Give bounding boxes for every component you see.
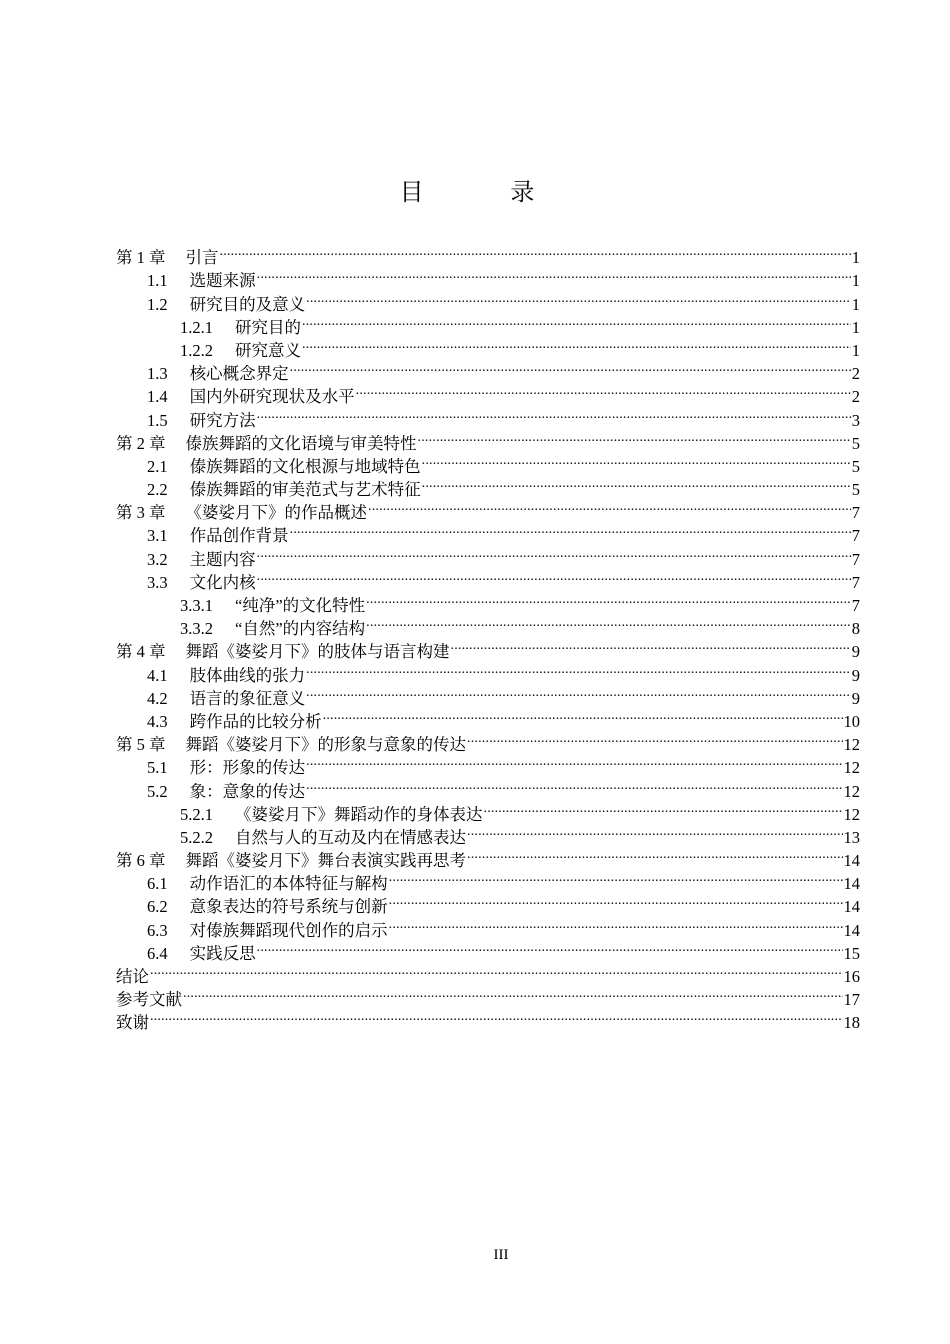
toc-entry-number: 4.1 [147, 665, 168, 685]
toc-entry-number: 第 3 章 [116, 503, 166, 523]
toc-entry-title: 研究目的及意义 [189, 294, 306, 314]
toc-entry[interactable] [116, 982, 860, 1010]
toc-dot-leader [257, 565, 851, 588]
toc-entry-page: 5 [851, 480, 860, 500]
toc-entry-title: 《婆娑月下》的作品概述 [185, 504, 367, 523]
toc-entry-number: 3.3.2 [180, 619, 213, 639]
toc-entry-title: 主题内容 [189, 549, 256, 569]
toc-entry-title: 对傣族舞蹈现代创作的启示 [189, 920, 388, 940]
toc-entry-page: 1 [851, 294, 860, 314]
toc-dot-leader [389, 866, 843, 889]
toc-dot-leader [356, 379, 851, 402]
toc-entry-number: 第 4 章 [116, 642, 166, 662]
toc-entry[interactable] [116, 820, 860, 847]
toc-entry[interactable] [116, 611, 860, 639]
toc-entry-page: 3 [851, 410, 860, 430]
toc-entry-number: 4.3 [147, 711, 168, 731]
toc-entry-title: 肢体曲线的张力 [189, 665, 306, 685]
toc-entry-title: 舞蹈《婆娑月下》的形象与意象的传达 [185, 736, 466, 755]
toc-entry-number: 3.2 [147, 549, 168, 569]
toc-entry-number: 3.3.1 [180, 596, 213, 615]
toc-entry-number: 1.5 [147, 410, 168, 430]
toc-entry-page: 16 [843, 967, 860, 986]
toc-entry-page: 2 [851, 364, 860, 384]
toc-entry-title: 引言 [185, 249, 219, 268]
toc-entry-page: 1 [851, 248, 860, 268]
toc-entry[interactable] [116, 1005, 860, 1033]
toc-entry-number: 1.4 [147, 387, 168, 407]
toc-entry-page: 14 [843, 897, 860, 917]
toc-entry-page: 14 [843, 874, 860, 894]
toc-entry-page: 15 [843, 943, 860, 963]
toc-entry-number: 6.2 [147, 897, 168, 917]
toc-dot-leader [257, 541, 851, 564]
toc-entry-page: 1 [851, 317, 860, 337]
toc-entry-title: 研究方法 [189, 410, 256, 430]
toc-dot-leader [302, 333, 851, 356]
toc-entry-number: 3.1 [147, 526, 168, 546]
toc-entry-number: 1.1 [147, 271, 168, 291]
toc-entry[interactable] [116, 634, 860, 662]
toc-entry[interactable] [116, 263, 860, 291]
page-number: III [493, 1247, 509, 1263]
toc-entry-title: 文化内核 [189, 572, 256, 592]
toc-entry-title: 致谢 [116, 1014, 149, 1033]
toc-entry-page: 2 [851, 387, 860, 407]
toc-entry-number: 3.3 [147, 572, 168, 592]
toc-entry-title: “自然”的内容结构 [235, 619, 366, 639]
toc-dot-leader [150, 959, 843, 982]
toc-entry-title: 结论 [116, 968, 149, 986]
toc-entry-number: 第 2 章 [116, 433, 166, 453]
toc-entry-page: 12 [843, 735, 860, 755]
toc-entry-title: “纯净”的文化特性 [235, 596, 366, 615]
toc-entry-number: 第 6 章 [116, 851, 166, 871]
toc-dot-leader [451, 634, 851, 657]
toc-entry-title: 参考文献 [116, 991, 182, 1010]
toc-entry-number: 5.2.1 [180, 804, 213, 824]
toc-entry-number: 1.3 [147, 364, 168, 384]
toc-entry-number: 2.1 [147, 456, 168, 476]
toc-entry-number: 4.2 [147, 688, 168, 708]
toc-entry-title: 傣族舞蹈的审美范式与艺术特征 [189, 480, 421, 500]
toc-entry-title: 舞蹈《婆娑月下》舞台表演实践再思考 [185, 852, 466, 871]
toc-entry-title: 实践反思 [189, 943, 256, 963]
toc-dot-leader [257, 263, 851, 286]
toc-entry-number: 6.3 [147, 920, 168, 940]
toc-entry-title: 傣族舞蹈的文化根源与地域特色 [189, 456, 421, 476]
toc-dot-leader [306, 657, 851, 680]
toc-entry-title: 象：意象的传达 [189, 781, 306, 801]
toc-entry-page: 8 [851, 619, 860, 639]
toc-dot-leader [418, 426, 851, 449]
toc-entry-page: 9 [851, 688, 860, 708]
toc-entry-page: 12 [843, 781, 860, 801]
toc-entry-page: 12 [843, 758, 860, 778]
toc-dot-leader [467, 843, 843, 866]
toc-entry-page: 5 [851, 456, 860, 476]
toc-entry-number: 1.2.2 [180, 340, 213, 360]
toc-dot-leader [484, 797, 843, 820]
toc-entry-page: 14 [843, 851, 860, 871]
toc-dot-leader [366, 588, 851, 611]
toc-entry-page: 7 [851, 596, 860, 615]
toc-entry[interactable] [116, 333, 860, 360]
toc-entry-page: 1 [851, 340, 860, 360]
toc-dot-leader [389, 912, 843, 935]
toc-entry-page: 14 [843, 920, 860, 940]
toc-entry-title: 形：形象的传达 [189, 758, 306, 778]
toc-dot-leader [220, 240, 851, 263]
toc-entry[interactable] [116, 356, 860, 384]
toc-dot-leader [368, 495, 851, 518]
toc-entry-title: 国内外研究现状及水平 [189, 387, 355, 407]
toc-dot-leader [290, 518, 851, 541]
toc-dot-leader [306, 750, 842, 773]
toc-entry-number: 1.2.1 [180, 317, 213, 337]
toc-dot-leader [422, 449, 851, 472]
toc-dot-leader [257, 936, 843, 959]
toc-entry-title: 傣族舞蹈的文化语境与审美特性 [185, 434, 417, 453]
toc-dot-leader [323, 704, 843, 727]
toc-entry-number: 2.2 [147, 480, 168, 500]
toc-entry[interactable] [116, 843, 860, 871]
toc-entry-title: 研究目的 [235, 317, 301, 337]
toc-dot-leader [467, 727, 843, 750]
toc-entry-page: 7 [851, 503, 860, 523]
toc-dot-leader [389, 889, 843, 912]
toc-entry-page: 7 [851, 549, 860, 569]
toc-entry-title: 语言的象征意义 [189, 688, 306, 708]
toc-dot-leader [183, 982, 843, 1005]
page-title: 目 录 [399, 179, 575, 206]
toc-entry-title: 选题来源 [189, 271, 256, 291]
toc-entry-title: 舞蹈《婆娑月下》的肢体与语言构建 [185, 643, 450, 662]
toc-dot-leader [306, 286, 851, 309]
toc-entry-page: 5 [851, 433, 860, 453]
toc-entry-title: 《婆娑月下》舞蹈动作的身体表达 [235, 804, 483, 824]
toc-dot-leader [290, 356, 851, 379]
toc-entry-title: 核心概念界定 [189, 364, 289, 384]
table-of-contents [116, 240, 860, 1033]
toc-entry-page: 17 [843, 990, 860, 1010]
toc-entry-number: 第 1 章 [116, 248, 166, 268]
toc-entry-number: 6.1 [147, 874, 168, 894]
toc-entry-title: 自然与人的互动及内在情感表达 [235, 827, 466, 847]
toc-dot-leader [306, 681, 851, 704]
toc-entry-number: 5.2.2 [180, 827, 213, 847]
toc-entry-page: 9 [851, 642, 860, 662]
toc-entry-page: 10 [843, 711, 860, 731]
toc-entry-number: 5.1 [147, 758, 168, 778]
toc-entry-title: 作品创作背景 [189, 526, 289, 546]
toc-dot-leader [467, 820, 843, 843]
toc-entry-number: 6.4 [147, 943, 168, 963]
toc-entry-page: 9 [851, 665, 860, 685]
toc-entry-page: 13 [843, 827, 860, 847]
toc-entry-number: 5.2 [147, 781, 168, 801]
toc-dot-leader [422, 472, 851, 495]
toc-entry-title: 意象表达的符号系统与创新 [189, 897, 388, 917]
toc-entry-number: 第 5 章 [116, 735, 166, 755]
toc-entry-page: 12 [843, 804, 860, 824]
toc-entry-page: 7 [851, 572, 860, 592]
toc-entry-page: 7 [851, 526, 860, 546]
toc-dot-leader [257, 402, 851, 425]
toc-entry-title: 动作语汇的本体特征与解构 [189, 874, 388, 894]
toc-dot-leader [366, 611, 851, 634]
toc-entry-title: 跨作品的比较分析 [189, 711, 322, 731]
toc-entry-page: 18 [843, 1013, 860, 1033]
toc-dot-leader [306, 773, 842, 796]
toc-entry[interactable] [116, 240, 860, 268]
toc-entry-page: 1 [851, 271, 860, 291]
toc-entry[interactable] [116, 959, 860, 986]
toc-dot-leader [302, 310, 851, 333]
toc-entry-number: 1.2 [147, 294, 168, 314]
toc-dot-leader [150, 1005, 843, 1028]
toc-entry-title: 研究意义 [235, 340, 301, 360]
